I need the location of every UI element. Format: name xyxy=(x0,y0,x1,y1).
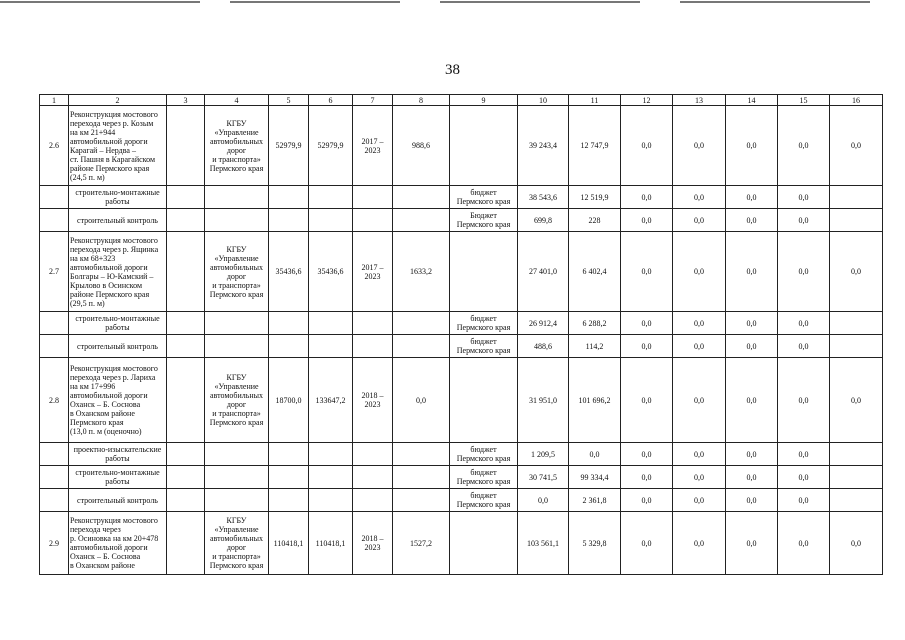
table-cell: 0,0 xyxy=(621,209,673,232)
budget-table xyxy=(39,94,883,575)
table-cell xyxy=(205,312,269,335)
table-cell: 26 912,4 xyxy=(518,312,569,335)
table-cell: 0,0 xyxy=(830,232,883,312)
project-row xyxy=(40,358,883,443)
table-cell: 52979,9 xyxy=(269,106,309,186)
page-number: 38 xyxy=(445,62,460,78)
rule-segment xyxy=(230,1,400,3)
table-cell: 0,0 xyxy=(778,232,830,312)
table-body xyxy=(40,106,883,575)
table-cell: 2.8 xyxy=(40,358,69,443)
table-cell xyxy=(353,186,393,209)
table-cell: строительный контроль xyxy=(69,209,167,232)
rule-segment xyxy=(0,1,200,3)
table-cell xyxy=(830,443,883,466)
table-cell: 0,0 xyxy=(778,106,830,186)
table-cell: Реконструкция мостового перехода через р. Козым на км 21+944 автомобильной дороги Карагай – Нердва – ст. Пашня в Карагайском районе Пермского края (24,5 п. м) xyxy=(69,106,167,186)
table-cell: 0,0 xyxy=(621,232,673,312)
table-cell xyxy=(353,443,393,466)
table-cell: 0,0 xyxy=(621,466,673,489)
table-cell: 0,0 xyxy=(621,443,673,466)
table-cell: 2.7 xyxy=(40,232,69,312)
header-cell: 2 xyxy=(69,95,167,106)
table-cell: 12 519,9 xyxy=(569,186,621,209)
table-cell xyxy=(309,443,353,466)
table-cell: 1633,2 xyxy=(393,232,450,312)
table-cell: бюджет Пермского края xyxy=(450,335,518,358)
table-cell: бюджет Пермского края xyxy=(450,466,518,489)
table-cell: бюджет Пермского края xyxy=(450,312,518,335)
table-cell xyxy=(830,466,883,489)
table-cell: 0,0 xyxy=(673,312,726,335)
project-row xyxy=(40,232,883,312)
table-cell: 0,0 xyxy=(830,358,883,443)
table-cell: строительно-монтажные работы xyxy=(69,312,167,335)
table-cell xyxy=(205,489,269,512)
table-cell: КГБУ «Управление автомобильных дорог и транспорта» Пермского края xyxy=(205,232,269,312)
table-cell xyxy=(167,466,205,489)
table-cell: 0,0 xyxy=(393,358,450,443)
table-cell: 0,0 xyxy=(778,312,830,335)
table-cell: 2 361,8 xyxy=(569,489,621,512)
table-cell: 0,0 xyxy=(726,209,778,232)
table-cell xyxy=(269,489,309,512)
table-cell: 0,0 xyxy=(830,512,883,575)
table-cell: 12 747,9 xyxy=(569,106,621,186)
table-cell xyxy=(40,312,69,335)
table-cell xyxy=(167,358,205,443)
table-cell xyxy=(393,209,450,232)
header-cell: 9 xyxy=(450,95,518,106)
table-cell xyxy=(450,232,518,312)
table-cell xyxy=(269,209,309,232)
table-cell: 0,0 xyxy=(726,335,778,358)
table-cell: 0,0 xyxy=(778,489,830,512)
table-cell xyxy=(167,335,205,358)
table-cell: 2.9 xyxy=(40,512,69,575)
table-cell: 0,0 xyxy=(778,466,830,489)
table-cell: 52979,9 xyxy=(309,106,353,186)
subitem-row xyxy=(40,312,883,335)
header-row xyxy=(40,95,883,106)
table-cell: 0,0 xyxy=(726,186,778,209)
table-cell xyxy=(167,209,205,232)
table-cell xyxy=(353,466,393,489)
table-cell: 0,0 xyxy=(621,512,673,575)
table-cell: 110418,1 xyxy=(269,512,309,575)
header-cell: 6 xyxy=(309,95,353,106)
table-cell: 0,0 xyxy=(778,335,830,358)
table-cell xyxy=(167,512,205,575)
table-cell: 5 329,8 xyxy=(569,512,621,575)
table-cell: 0,0 xyxy=(621,186,673,209)
table-header xyxy=(40,95,883,106)
table-cell: Реконструкция мостового перехода через р. Осиновка на км 20+478 автомобильной дороги Оханск – Б. Соснова в Оханском районе xyxy=(69,512,167,575)
table-cell: Реконструкция мостового перехода через р. Ящинка на км 68+323 автомобильной дороги Болгары – Ю-Камский – Крылово в Осинском районе Пермского края (29,5 п. м) xyxy=(69,232,167,312)
table-cell: 0,0 xyxy=(673,512,726,575)
table-cell: 6 288,2 xyxy=(569,312,621,335)
table-cell xyxy=(167,312,205,335)
table-cell xyxy=(40,443,69,466)
header-cell: 7 xyxy=(353,95,393,106)
table-cell xyxy=(450,106,518,186)
table-cell: 0,0 xyxy=(569,443,621,466)
header-cell: 15 xyxy=(778,95,830,106)
table-cell: 0,0 xyxy=(673,232,726,312)
table-cell xyxy=(167,489,205,512)
table-cell: 0,0 xyxy=(621,489,673,512)
table-cell: Бюджет Пермского края xyxy=(450,209,518,232)
table-cell xyxy=(393,312,450,335)
table-cell: проектно-изыскательские работы xyxy=(69,443,167,466)
table-cell: 1527,2 xyxy=(393,512,450,575)
table-cell: 133647,2 xyxy=(309,358,353,443)
table-cell: 988,6 xyxy=(393,106,450,186)
table-cell xyxy=(393,466,450,489)
table-cell: 0,0 xyxy=(621,106,673,186)
table-cell: 35436,6 xyxy=(309,232,353,312)
table-cell: 31 951,0 xyxy=(518,358,569,443)
table-cell xyxy=(450,358,518,443)
table-cell xyxy=(309,312,353,335)
header-cell: 10 xyxy=(518,95,569,106)
header-cell: 13 xyxy=(673,95,726,106)
table-cell xyxy=(167,443,205,466)
table-cell xyxy=(205,186,269,209)
table-cell: 35436,6 xyxy=(269,232,309,312)
table-cell: 0,0 xyxy=(778,443,830,466)
table-cell xyxy=(830,209,883,232)
table-cell: 0,0 xyxy=(673,106,726,186)
table-cell: 0,0 xyxy=(778,209,830,232)
table-cell xyxy=(309,466,353,489)
table-cell: 0,0 xyxy=(830,106,883,186)
table-cell: строительно-монтажные работы xyxy=(69,466,167,489)
table-cell xyxy=(269,443,309,466)
table-cell: 27 401,0 xyxy=(518,232,569,312)
table-cell: 2.6 xyxy=(40,106,69,186)
table-cell xyxy=(269,186,309,209)
header-cell: 1 xyxy=(40,95,69,106)
table-cell: 0,0 xyxy=(621,358,673,443)
table-cell xyxy=(830,335,883,358)
table-cell: 2017 – 2023 xyxy=(353,232,393,312)
table-cell: 0,0 xyxy=(778,186,830,209)
table-cell: строительный контроль xyxy=(69,489,167,512)
table-cell: 0,0 xyxy=(726,512,778,575)
table-cell: 488,6 xyxy=(518,335,569,358)
rule-segment xyxy=(440,1,640,3)
table-cell: 2018 – 2023 xyxy=(353,512,393,575)
table-cell: 0,0 xyxy=(621,312,673,335)
table-cell xyxy=(393,489,450,512)
table-cell: 39 243,4 xyxy=(518,106,569,186)
table-cell: 0,0 xyxy=(673,489,726,512)
table-cell: 18700,0 xyxy=(269,358,309,443)
table-cell xyxy=(309,335,353,358)
table-cell xyxy=(167,106,205,186)
table-cell: 0,0 xyxy=(673,209,726,232)
table-cell xyxy=(269,335,309,358)
table-cell: КГБУ «Управление автомобильных дорог и транспорта» Пермского края xyxy=(205,512,269,575)
subitem-row xyxy=(40,186,883,209)
header-cell: 16 xyxy=(830,95,883,106)
table-cell xyxy=(353,209,393,232)
header-cell: 5 xyxy=(269,95,309,106)
table-cell: строительный контроль xyxy=(69,335,167,358)
table-cell: 1 209,5 xyxy=(518,443,569,466)
table-cell: 114,2 xyxy=(569,335,621,358)
table-cell: 2017 – 2023 xyxy=(353,106,393,186)
table-cell: Реконструкция мостового перехода через р. Лариха на км 17+996 автомобильной дороги Оханск – Б. Соснова в Оханском районе Пермского края (13,0 п. м (оценочно) xyxy=(69,358,167,443)
table-cell: 0,0 xyxy=(726,312,778,335)
table-cell xyxy=(40,335,69,358)
table-cell: 110418,1 xyxy=(309,512,353,575)
table-cell xyxy=(450,512,518,575)
table-cell xyxy=(205,443,269,466)
table-cell xyxy=(205,466,269,489)
table-cell xyxy=(309,209,353,232)
table-cell xyxy=(205,335,269,358)
rule-segment xyxy=(680,1,870,3)
subitem-row xyxy=(40,443,883,466)
table-cell: 30 741,5 xyxy=(518,466,569,489)
table-cell xyxy=(309,186,353,209)
project-row xyxy=(40,106,883,186)
table-cell: бюджет Пермского края xyxy=(450,489,518,512)
table-cell xyxy=(393,186,450,209)
table-cell: 0,0 xyxy=(726,358,778,443)
project-row xyxy=(40,512,883,575)
table-cell: 0,0 xyxy=(726,443,778,466)
table-cell: строительно-монтажные работы xyxy=(69,186,167,209)
table-cell: 0,0 xyxy=(518,489,569,512)
table-cell: 0,0 xyxy=(673,335,726,358)
table-cell xyxy=(269,312,309,335)
table-cell: бюджет Пермского края xyxy=(450,443,518,466)
table-cell xyxy=(353,335,393,358)
table-cell xyxy=(353,312,393,335)
subitem-row xyxy=(40,335,883,358)
table-cell: 6 402,4 xyxy=(569,232,621,312)
header-cell: 3 xyxy=(167,95,205,106)
table-cell: 699,8 xyxy=(518,209,569,232)
table-cell: 0,0 xyxy=(673,358,726,443)
table-cell: 0,0 xyxy=(726,466,778,489)
table-cell xyxy=(830,186,883,209)
table-cell xyxy=(309,489,353,512)
table-cell: 0,0 xyxy=(726,489,778,512)
table-cell: 0,0 xyxy=(621,335,673,358)
header-cell: 14 xyxy=(726,95,778,106)
table-cell: 0,0 xyxy=(673,466,726,489)
subitem-row xyxy=(40,489,883,512)
table-cell xyxy=(40,489,69,512)
table-cell: 0,0 xyxy=(778,358,830,443)
table-cell: бюджет Пермского края xyxy=(450,186,518,209)
table-cell xyxy=(393,443,450,466)
table-cell xyxy=(830,489,883,512)
table-cell: 99 334,4 xyxy=(569,466,621,489)
table-cell xyxy=(353,489,393,512)
table-cell xyxy=(167,186,205,209)
header-cell: 4 xyxy=(205,95,269,106)
table-cell: КГБУ «Управление автомобильных дорог и транспорта» Пермского края xyxy=(205,106,269,186)
table-cell: 103 561,1 xyxy=(518,512,569,575)
table-cell: 228 xyxy=(569,209,621,232)
table-cell xyxy=(40,209,69,232)
header-cell: 8 xyxy=(393,95,450,106)
subitem-row xyxy=(40,209,883,232)
header-cell: 11 xyxy=(569,95,621,106)
table-cell: 0,0 xyxy=(726,106,778,186)
table-cell xyxy=(167,232,205,312)
table-cell xyxy=(40,186,69,209)
table-cell xyxy=(393,335,450,358)
subitem-row xyxy=(40,466,883,489)
table-cell xyxy=(40,466,69,489)
table-cell: КГБУ «Управление автомобильных дорог и транспорта» Пермского края xyxy=(205,358,269,443)
table-cell: 0,0 xyxy=(673,186,726,209)
table-cell: 101 696,2 xyxy=(569,358,621,443)
top-page-rule xyxy=(0,1,905,3)
table-cell xyxy=(830,312,883,335)
table-cell xyxy=(269,466,309,489)
table-cell: 2018 – 2023 xyxy=(353,358,393,443)
table-cell: 0,0 xyxy=(673,443,726,466)
header-cell: 12 xyxy=(621,95,673,106)
table-cell: 38 543,6 xyxy=(518,186,569,209)
table-cell: 0,0 xyxy=(778,512,830,575)
table-cell xyxy=(205,209,269,232)
table-cell: 0,0 xyxy=(726,232,778,312)
